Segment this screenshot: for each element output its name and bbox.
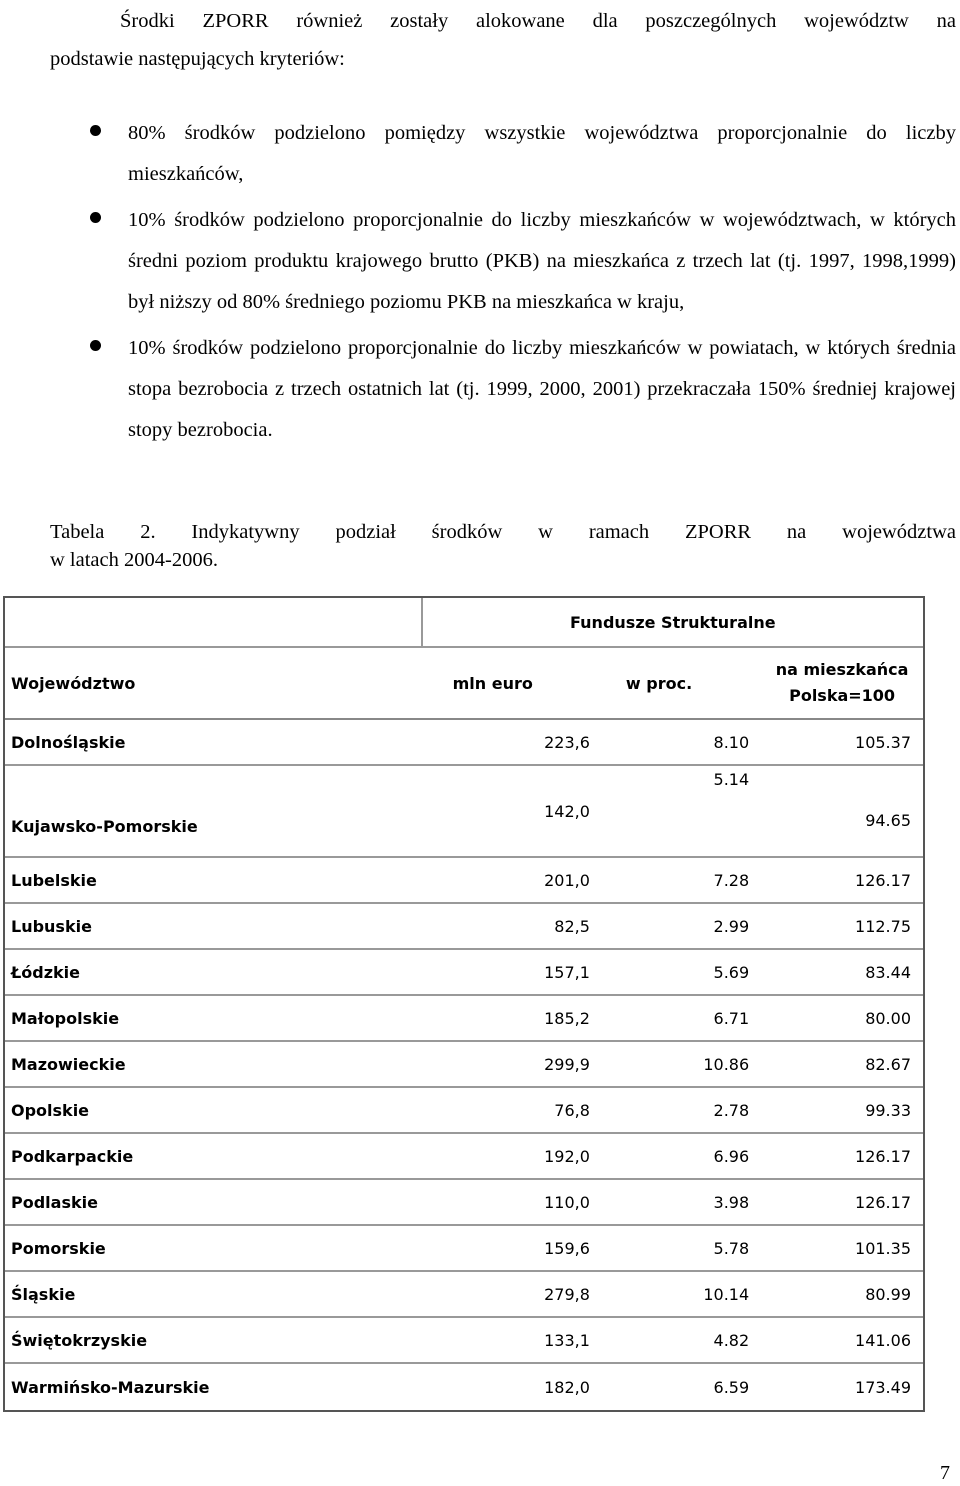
table-group-header-row: [5, 598, 923, 648]
region-cell: Lubelskie: [5, 858, 423, 904]
per-capita-base: Polska=100: [789, 686, 896, 705]
region-cell: Opolskie: [5, 1088, 423, 1134]
table-row: [5, 904, 923, 950]
caption-line-2: w latach 2004-2006.: [50, 549, 218, 571]
mln-euro-cell: 192,0: [423, 1134, 602, 1180]
percent-cell: 4.82: [602, 1318, 761, 1364]
table-row: [5, 996, 923, 1042]
percent-cell: 10.86: [602, 1042, 761, 1088]
per-capita-cell: 126.17: [761, 858, 923, 904]
group-header: Fundusze Strukturalne: [423, 598, 923, 648]
per-capita-cell: 126.17: [761, 1180, 923, 1226]
region-cell: Mazowieckie: [5, 1042, 423, 1088]
per-capita-cell: 83.44: [761, 950, 923, 996]
region-cell: Łódzkie: [5, 950, 423, 996]
per-capita-cell: 112.75: [761, 904, 923, 950]
intro-line-2: podstawie następujących kryteriów:: [50, 48, 345, 70]
column-header-proc: w proc.: [602, 648, 761, 720]
table-row: [5, 1318, 923, 1364]
per-capita-cell: 105.37: [761, 720, 923, 766]
table-row: [5, 950, 923, 996]
bullet-icon: [90, 212, 101, 223]
bullet-icon: [90, 340, 101, 351]
table-row: [5, 1226, 923, 1272]
percent-cell: 2.78: [602, 1088, 761, 1134]
mln-euro-cell: 76,8: [423, 1088, 602, 1134]
mln-euro-cell: 201,0: [423, 858, 602, 904]
table-row: [5, 1134, 923, 1180]
percent-cell: 2.99: [602, 904, 761, 950]
list-item-text: 80% środków podzielono pomiędzy wszystkie województwa proporcjonalnie do liczby mieszkańców,: [128, 122, 956, 185]
per-capita-cell: 99.33: [761, 1088, 923, 1134]
percent-cell: 10.14: [602, 1272, 761, 1318]
mln-euro-cell: 299,9: [423, 1042, 602, 1088]
table-caption: [50, 518, 956, 574]
region-cell: Lubuskie: [5, 904, 423, 950]
mln-euro-cell: 133,1: [423, 1318, 602, 1364]
table-row: [5, 858, 923, 904]
table-row: [5, 720, 923, 766]
per-capita-cell: 80.00: [761, 996, 923, 1042]
criteria-list: [50, 113, 956, 451]
region-cell: Małopolskie: [5, 996, 423, 1042]
list-item: [50, 113, 956, 195]
table-row: [5, 1180, 923, 1226]
allocation-table: [3, 596, 925, 1412]
caption-line-1: Tabela 2. Indykatywny podział środków w ramach ZPORR na województwa: [50, 521, 956, 543]
mln-euro-cell: 279,8: [423, 1272, 602, 1318]
per-capita-cell: 173.49: [855, 1377, 911, 1397]
page-number: 7: [940, 1462, 950, 1484]
mln-euro-cell: 223,6: [423, 720, 602, 766]
per-capita-label: na mieszkańca: [775, 660, 909, 679]
mln-euro-cell: 159,6: [423, 1226, 602, 1272]
percent-cell: 5.14: [602, 766, 761, 858]
mln-euro-cell: 182,0: [544, 1377, 590, 1397]
region-cell: Dolnośląskie: [5, 720, 423, 766]
table-row: [5, 1088, 923, 1134]
mln-euro-cell: 185,2: [423, 996, 602, 1042]
region-cell: Podkarpackie: [5, 1134, 423, 1180]
bullet-icon: [90, 125, 101, 136]
region-cell: Kujawsko-Pomorskie: [5, 766, 423, 858]
per-capita-cell: 94.65: [761, 766, 923, 858]
table-row: [5, 1364, 923, 1410]
percent-cell: 6.71: [602, 996, 761, 1042]
intro-paragraph: [50, 2, 956, 78]
intro-line-1: Środki ZPORR również zostały alokowane dla poszczególnych województw na: [120, 10, 956, 32]
list-item-text: 10% środków podzielono proporcjonalnie do liczby mieszkańców w województwach, w których średni poziom produktu krajowego brutto (PKB) na mieszkańca z trzech lat (tj. 1997, 1998,1999) był niższy od 80% średniego poziomu PKB na mieszkańca w kraju,: [128, 209, 956, 313]
mln-euro-cell: 110,0: [423, 1180, 602, 1226]
mln-euro-cell: 82,5: [423, 904, 602, 950]
column-header-mln: mln euro: [423, 648, 602, 720]
percent-cell: 5.69: [602, 950, 761, 996]
table-row: [5, 1272, 923, 1318]
percent-cell: 3.98: [602, 1180, 761, 1226]
column-header-region: Województwo: [5, 648, 423, 720]
table-row: [5, 1042, 923, 1088]
percent-cell: 6.59: [713, 1377, 750, 1397]
region-cell: Warmińsko-Mazurskie: [11, 1377, 210, 1397]
region-cell: Śląskie: [5, 1272, 423, 1318]
region-cell: Świętokrzyskie: [5, 1318, 423, 1364]
table-row: [5, 766, 923, 858]
list-item-text: 10% środków podzielono proporcjonalnie do liczby mieszkańców w powiatach, w których średnia stopa bezrobocia z trzech ostatnich lat (tj. 1999, 2000, 2001) przekraczała 150% średniej krajowej stopy bezrobocia.: [128, 337, 956, 441]
per-capita-cell: 126.17: [761, 1134, 923, 1180]
per-capita-cell: 141.06: [761, 1318, 923, 1364]
column-header-per-capita: [761, 648, 923, 720]
per-capita-cell: 80.99: [761, 1272, 923, 1318]
percent-cell: 5.78: [602, 1226, 761, 1272]
region-cell: Pomorskie: [5, 1226, 423, 1272]
per-capita-cell: 101.35: [761, 1226, 923, 1272]
header-spacer: [5, 598, 423, 648]
mln-euro-cell: 142,0: [423, 766, 602, 858]
mln-euro-cell: 157,1: [423, 950, 602, 996]
region-cell: Podlaskie: [5, 1180, 423, 1226]
list-item: [50, 200, 956, 323]
per-capita-cell: 82.67: [761, 1042, 923, 1088]
list-item: [50, 328, 956, 451]
percent-cell: 7.28: [602, 858, 761, 904]
table-header-row: [5, 648, 923, 720]
percent-cell: 6.96: [602, 1134, 761, 1180]
percent-cell: 8.10: [602, 720, 761, 766]
